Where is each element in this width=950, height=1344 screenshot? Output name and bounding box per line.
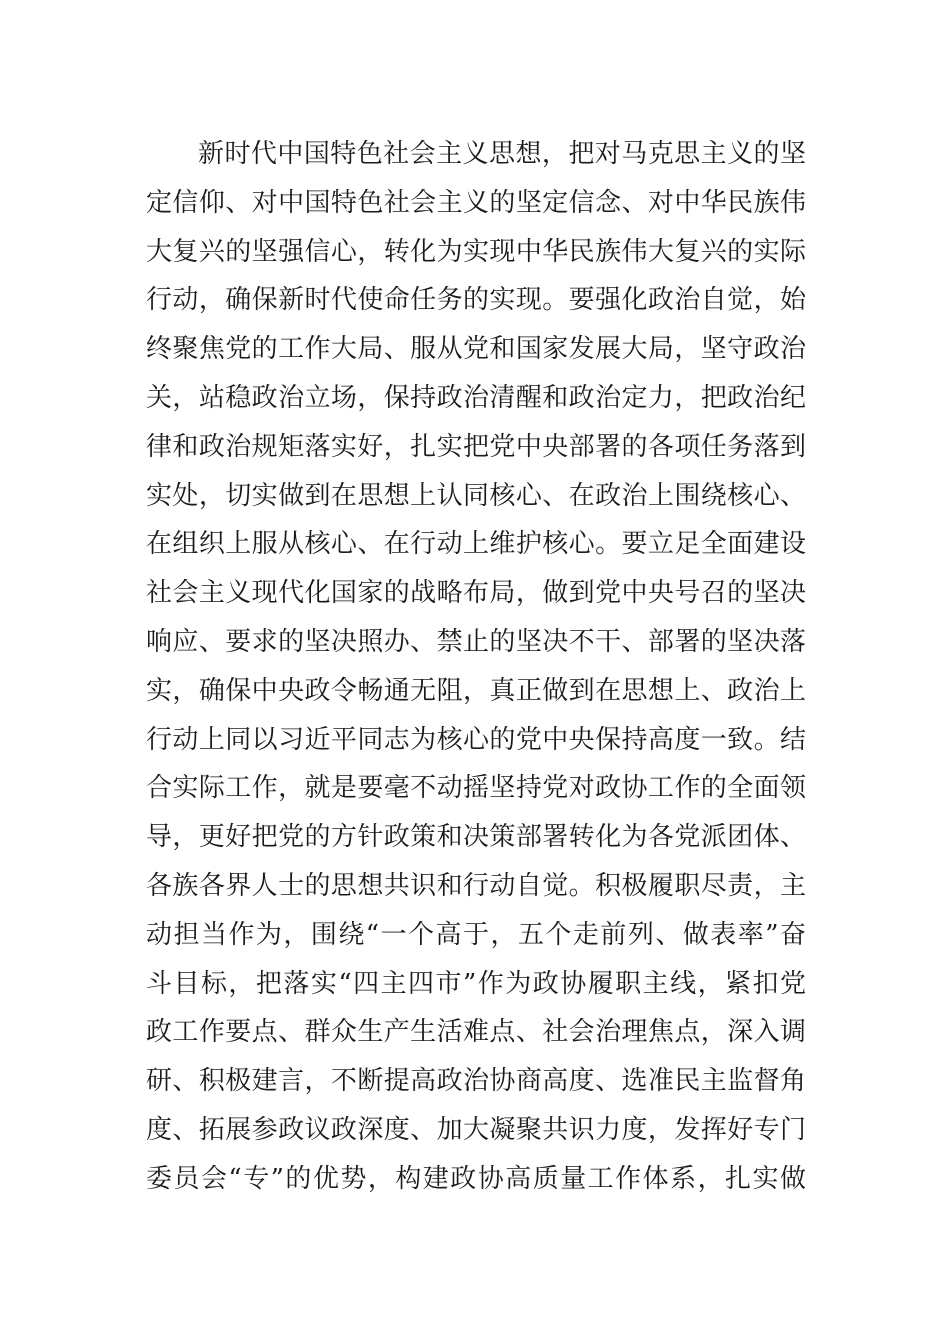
text-line: 大复兴的坚强信心，转化为实现中华民族伟大复兴的实际 bbox=[146, 236, 806, 267]
text-line: 实处，切实做到在思想上认同核心、在政治上围绕核心、 bbox=[146, 480, 806, 511]
text-line: 关，站稳政治立场，保持政治清醒和政治定力，把政治纪 bbox=[146, 382, 806, 413]
text-line: 度、拓展参政议政深度、加大凝聚共识力度，发挥好专门 bbox=[146, 1114, 806, 1145]
text-line: 动担当作为，围绕“一个高于，五个走前列、做表率”奋 bbox=[146, 919, 806, 950]
text-line: 在组织上服从核心、在行动上维护核心。要立足全面建设 bbox=[146, 529, 806, 560]
text-line: 斗目标，把落实“四主四市”作为政协履职主线，紧扣党 bbox=[146, 968, 806, 999]
text-line: 响应、要求的坚决照办、禁止的坚决不干、部署的坚决落 bbox=[146, 626, 806, 657]
body-paragraph bbox=[146, 130, 806, 1204]
text-line: 终聚焦党的工作大局、服从党和国家发展大局，坚守政治 bbox=[146, 334, 806, 365]
text-line: 行动，确保新时代使命任务的实现。要强化政治自觉，始 bbox=[146, 285, 806, 316]
text-line: 各族各界人士的思想共识和行动自觉。积极履职尽责，主 bbox=[146, 870, 806, 901]
text-line: 委员会“专”的优势，构建政协高质量工作体系，扎实做 bbox=[146, 1163, 806, 1194]
text-line: 律和政治规矩落实好，扎实把党中央部署的各项任务落到 bbox=[146, 431, 806, 462]
text-line: 研、积极建言，不断提高政治协商高度、选准民主监督角 bbox=[146, 1066, 806, 1097]
text-line: 行动上同以习近平同志为核心的党中央保持高度一致。结 bbox=[146, 724, 806, 755]
text-line: 社会主义现代化国家的战略布局，做到党中央号召的坚决 bbox=[146, 578, 806, 609]
text-line: 定信仰、对中国特色社会主义的坚定信念、对中华民族伟 bbox=[146, 187, 806, 218]
text-line: 导，更好把党的方针政策和决策部署转化为各党派团体、 bbox=[146, 822, 806, 853]
text-line: 实，确保中央政令畅通无阻，真正做到在思想上、政治上 bbox=[146, 675, 806, 706]
text-line: 合实际工作，就是要毫不动摇坚持党对政协工作的全面领 bbox=[146, 773, 806, 804]
text-line: 新时代中国特色社会主义思想，把对马克思主义的坚 bbox=[198, 139, 806, 169]
text-line: 政工作要点、群众生产生活难点、社会治理焦点，深入调 bbox=[146, 1017, 806, 1048]
